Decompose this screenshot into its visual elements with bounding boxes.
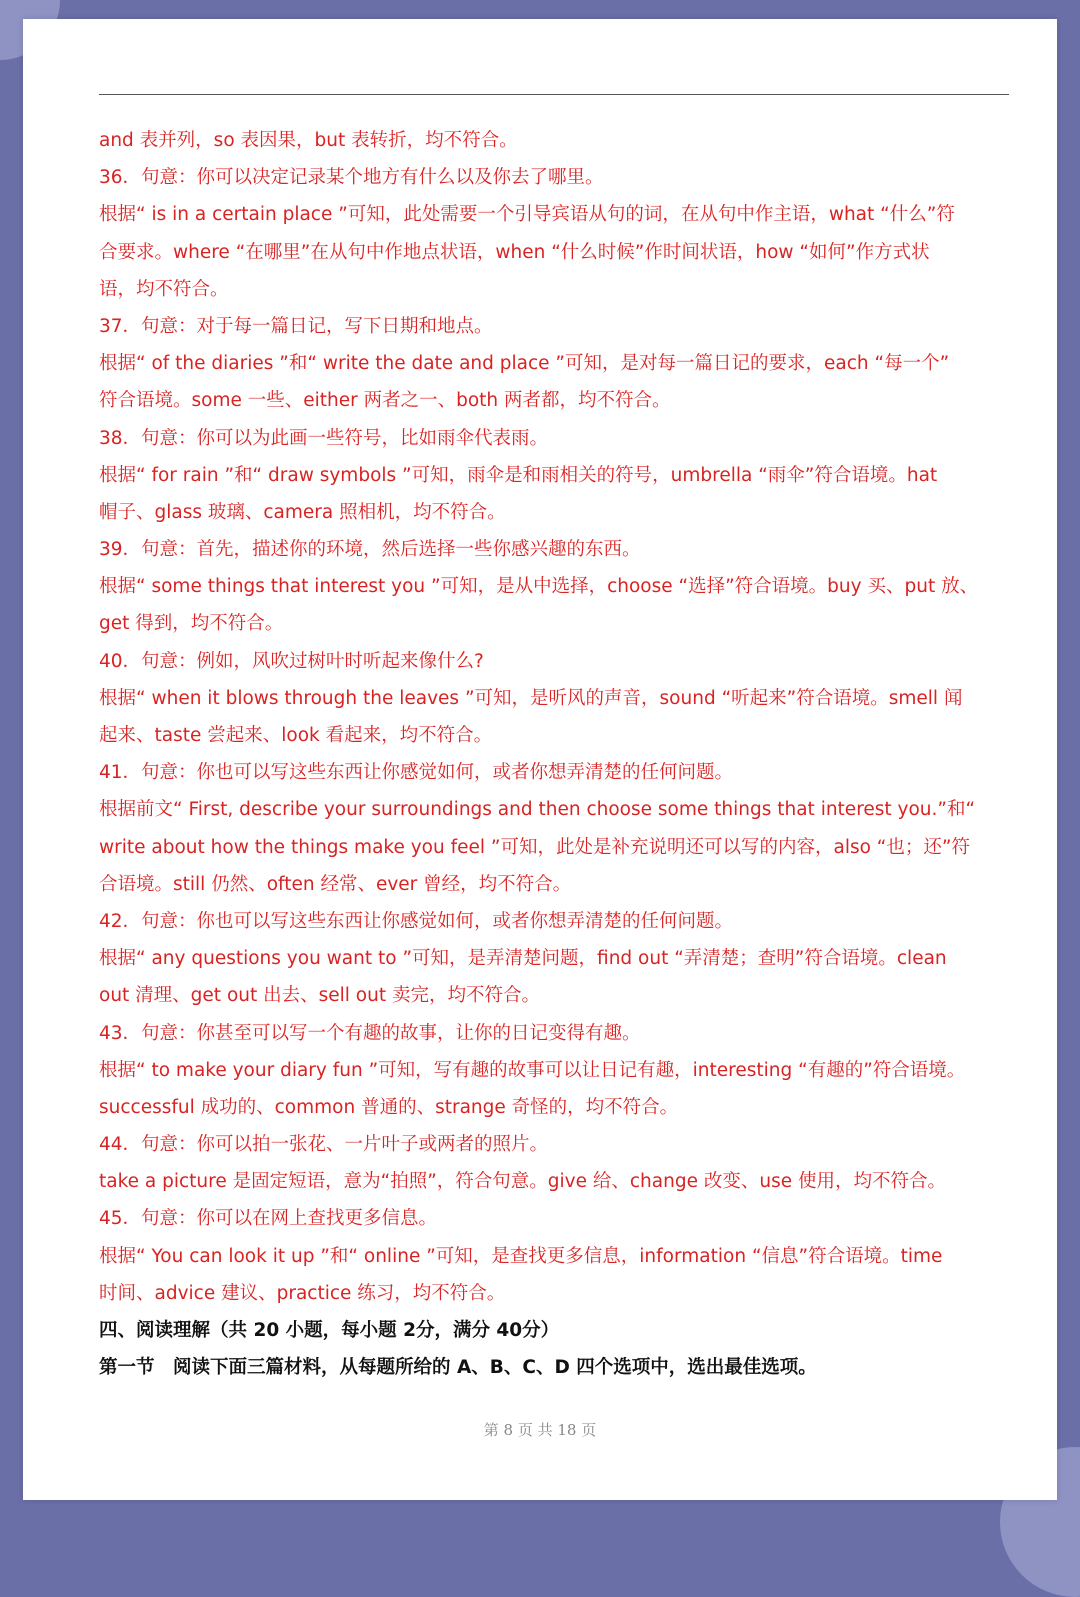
- text-line: 根据“ is in a certain place ”可知，此处需要一个引导宾语从句的词，在从句中作主语，what “什么”符: [99, 204, 955, 226]
- text-line: successful 成功的、common 普通的、strange 奇怪的，均不符合。: [99, 1096, 679, 1118]
- text-line: 37．句意：对于每一篇日记，写下日期和地点。: [99, 315, 493, 337]
- text-line: write about how the things make you feel ”可知，此处是补充说明还可以写的内容，also “也；还”符: [99, 836, 970, 858]
- text-line: 42．句意：你也可以写这些东西让你感觉如何，或者你想弄清楚的任何问题。: [99, 910, 734, 932]
- text-line: take a picture 是固定短语，意为“拍照”，符合句意。give 给、change 改变、use 使用，均不符合。: [99, 1171, 946, 1193]
- text-line: 合语境。still 仍然、often 经常、ever 曾经，均不符合。: [99, 873, 572, 895]
- text-line: 36．句意：你可以决定记录某个地方有什么以及你去了哪里。: [99, 167, 604, 189]
- text-line: out 清理、get out 出去、sell out 卖完，均不符合。: [99, 985, 540, 1007]
- text-line: 根据前文“ First, describe your surroundings and then choose some things that interest you.”和“: [99, 799, 976, 821]
- text-line: 41．句意：你也可以写这些东西让你感觉如何，或者你想弄清楚的任何问题。: [99, 762, 734, 784]
- text-line: get 得到，均不符合。: [99, 613, 284, 635]
- subsection-heading: 第一节 阅读下面三篇材料，从每题所给的 A、B、C、D 四个选项中，选出最佳选项。: [99, 1357, 817, 1379]
- text-line: 43．句意：你甚至可以写一个有趣的故事，让你的日记变得有趣。: [99, 1022, 641, 1044]
- text-line: 44．句意：你可以拍一张花、一片叶子或两者的照片。: [99, 1134, 549, 1156]
- text-line: 根据“ to make your diary fun ”可知，写有趣的故事可以让日记有趣，interesting “有趣的”符合语境。: [99, 1059, 966, 1081]
- text-line: 根据“ some things that interest you ”可知，是从中选择，choose “选择”符合语境。buy 买、put 放、: [99, 576, 979, 598]
- section-heading: 四、阅读理解（共 20 小题，每小题 2分，满分 40分）: [99, 1320, 560, 1341]
- text-line: 根据“ of the diaries ”和“ write the date and place ”可知，是对每一篇日记的要求，each “每一个”: [99, 353, 950, 375]
- text-line: 根据“ any questions you want to ”可知，是弄清楚问题，find out “弄清楚；查明”符合语境。clean: [99, 948, 947, 970]
- text-line: 帽子、glass 玻璃、camera 照相机，均不符合。: [99, 501, 506, 523]
- text-line: 40．句意：例如，风吹过树叶时听起来像什么?: [99, 650, 484, 672]
- document-page: [23, 19, 1057, 1500]
- text-line: 38．句意：你可以为此画一些符号，比如雨伞代表雨。: [99, 427, 549, 449]
- answer-explanations: [99, 122, 1004, 1386]
- header-rule: [99, 94, 1009, 95]
- text-line: and 表并列，so 表因果，but 表转折，均不符合。: [99, 130, 518, 151]
- text-line: 合要求。where “在哪里”在从句中作地点状语，when “什么时候”作时间状语，how “如何”作方式状: [99, 241, 930, 263]
- text-line: 起来、taste 尝起来、look 看起来，均不符合。: [99, 725, 493, 746]
- page-number-footer: 第 8 页 共 18 页: [483, 1421, 597, 1439]
- text-line: 根据“ You can look it up ”和“ online ”可知，是查找更多信息，information “信息”符合语境。time: [99, 1245, 943, 1267]
- text-line: 语，均不符合。: [99, 278, 229, 300]
- text-line: 时间、advice 建议、practice 练习，均不符合。: [99, 1282, 506, 1304]
- text-line: 45．句意：你可以在网上查找更多信息。: [99, 1208, 438, 1230]
- text-line: 符合语境。some 一些、either 两者之一、both 两者都，均不符合。: [99, 390, 671, 412]
- text-line: 根据“ for rain ”和“ draw symbols ”可知，雨伞是和雨相关的符号，umbrella “雨伞”符合语境。hat: [99, 464, 938, 486]
- text-line: 根据“ when it blows through the leaves ”可知，是听风的声音，sound “听起来”符合语境。smell 闻: [99, 687, 963, 709]
- text-line: 39．句意：首先，描述你的环境，然后选择一些你感兴趣的东西。: [99, 539, 641, 561]
